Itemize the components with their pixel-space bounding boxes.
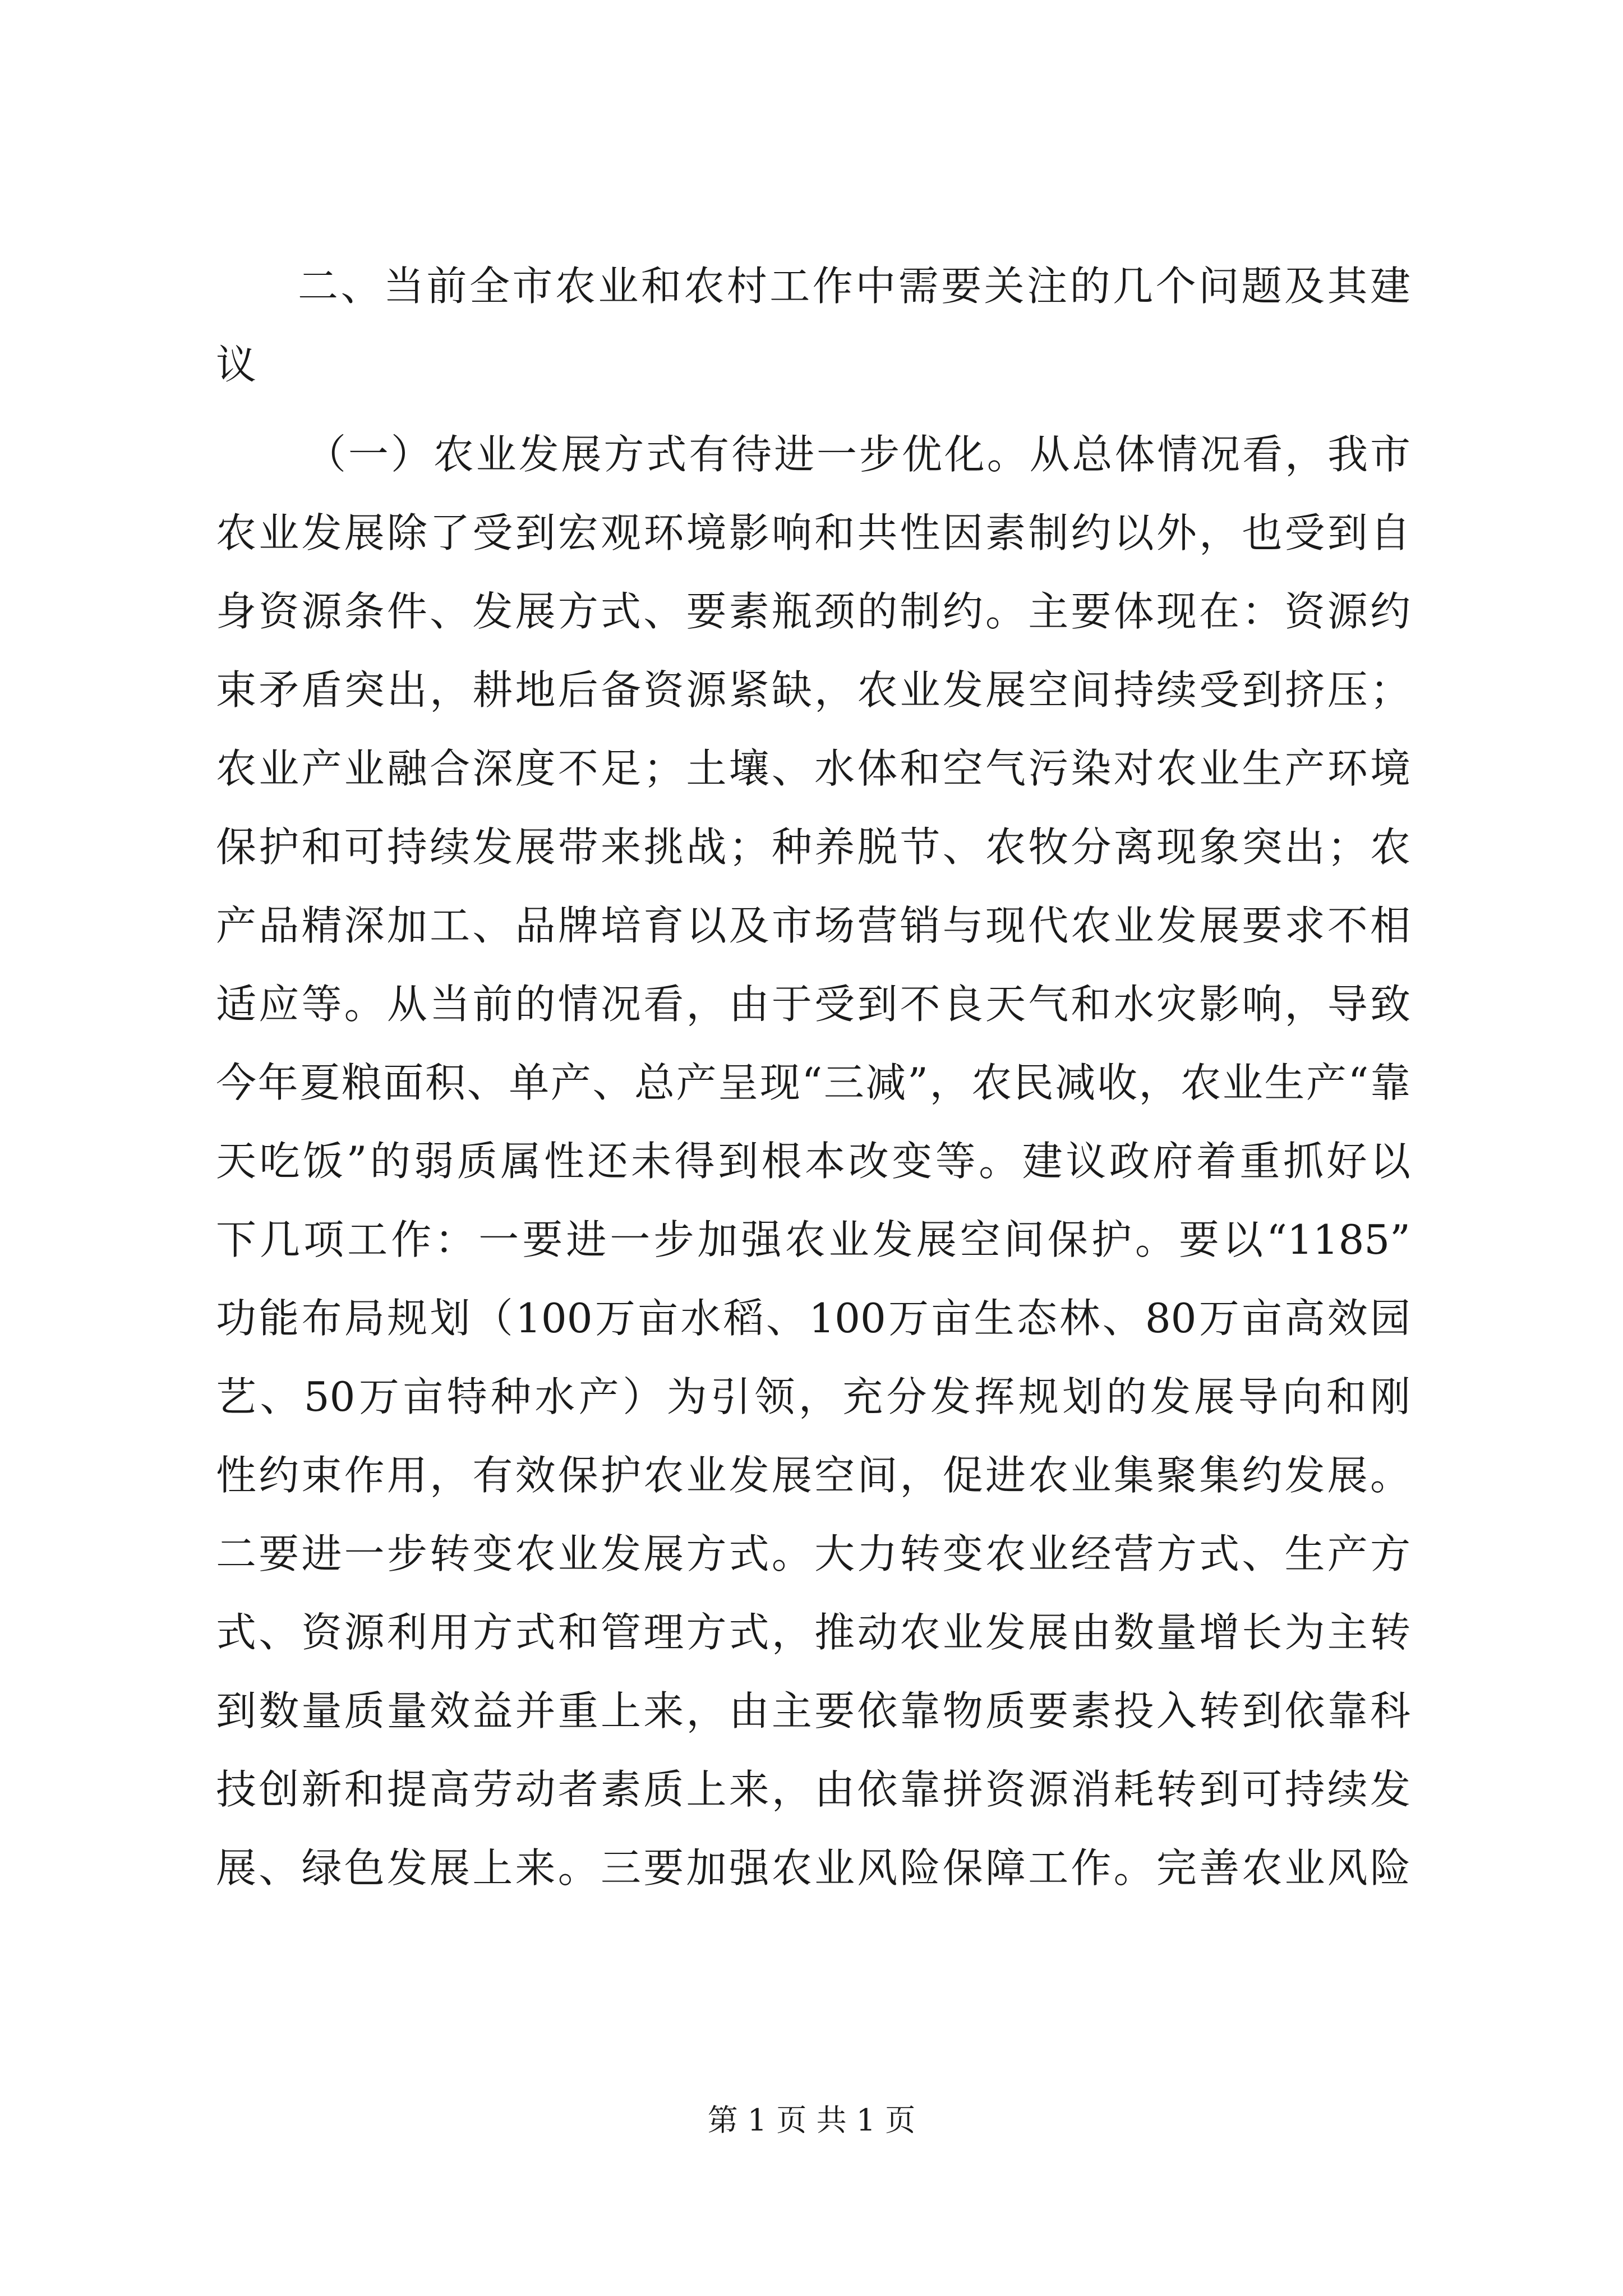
- paragraph-line: 功能布局规划（100万亩水稻、100万亩生态林、80万亩高效园: [216, 1295, 1410, 1342]
- section-heading-line: 议: [216, 341, 257, 388]
- document-body: [216, 247, 1410, 1907]
- paragraph-line: 今年夏粮面积、单产、总产呈现“三减”，农民减收，农业生产“靠: [216, 1059, 1410, 1106]
- spacer: [216, 404, 1410, 415]
- paragraph-line: 展、绿色发展上来。三要加强农业风险保障工作。完善农业风险: [216, 1844, 1410, 1892]
- paragraph-line: 技创新和提高劳动者素质上来，由依靠拼资源消耗转到可持续发: [216, 1766, 1410, 1813]
- paragraph-line: 艺、50万亩特种水产）为引领，充分发挥规划的发展导向和刚: [216, 1373, 1410, 1420]
- paragraph-line: 农业发展除了受到宏观环境影响和共性因素制约以外，也受到自: [216, 509, 1410, 556]
- paragraph-line: 束矛盾突出，耕地后备资源紧缺，农业发展空间持续受到挤压；: [216, 666, 1410, 714]
- paragraph-line: 身资源条件、发展方式、要素瓶颈的制约。主要体现在：资源约: [216, 588, 1410, 635]
- section-heading-line: 二、当前全市农业和农村工作中需要关注的几个问题及其建: [298, 263, 1410, 310]
- paragraph-line: 产品精深加工、品牌培育以及市场营销与现代农业发展要求不相: [216, 902, 1410, 949]
- paragraph-line: 保护和可持续发展带来挑战；种养脱节、农牧分离现象突出；农: [216, 823, 1410, 871]
- paragraph-line: （一）农业发展方式有待进一步优化。从总体情况看，我市: [306, 431, 1410, 478]
- paragraph-line: 式、资源利用方式和管理方式，推动农业发展由数量增长为主转: [216, 1609, 1410, 1656]
- paragraph-line: 到数量质量效益并重上来，由主要依靠物质要素投入转到依靠科: [216, 1687, 1410, 1734]
- paragraph-line: 适应等。从当前的情况看，由于受到不良天气和水灾影响，导致: [216, 981, 1410, 1028]
- paragraph-line: 二要进一步转变农业发展方式。大力转变农业经营方式、生产方: [216, 1530, 1410, 1577]
- paragraph-line: 农业产业融合深度不足；土壤、水体和空气污染对农业生产环境: [216, 745, 1410, 792]
- page-number-footer: 第 1 页 共 1 页: [707, 2102, 916, 2138]
- paragraph-line: 性约束作用，有效保护农业发展空间，促进农业集聚集约发展。: [216, 1452, 1410, 1499]
- paragraph-line: 天吃饭”的弱质属性还未得到根本改变等。建议政府着重抓好以: [216, 1138, 1410, 1185]
- paragraph-line: 下几项工作：一要进一步加强农业发展空间保护。要以“1185”: [216, 1216, 1410, 1263]
